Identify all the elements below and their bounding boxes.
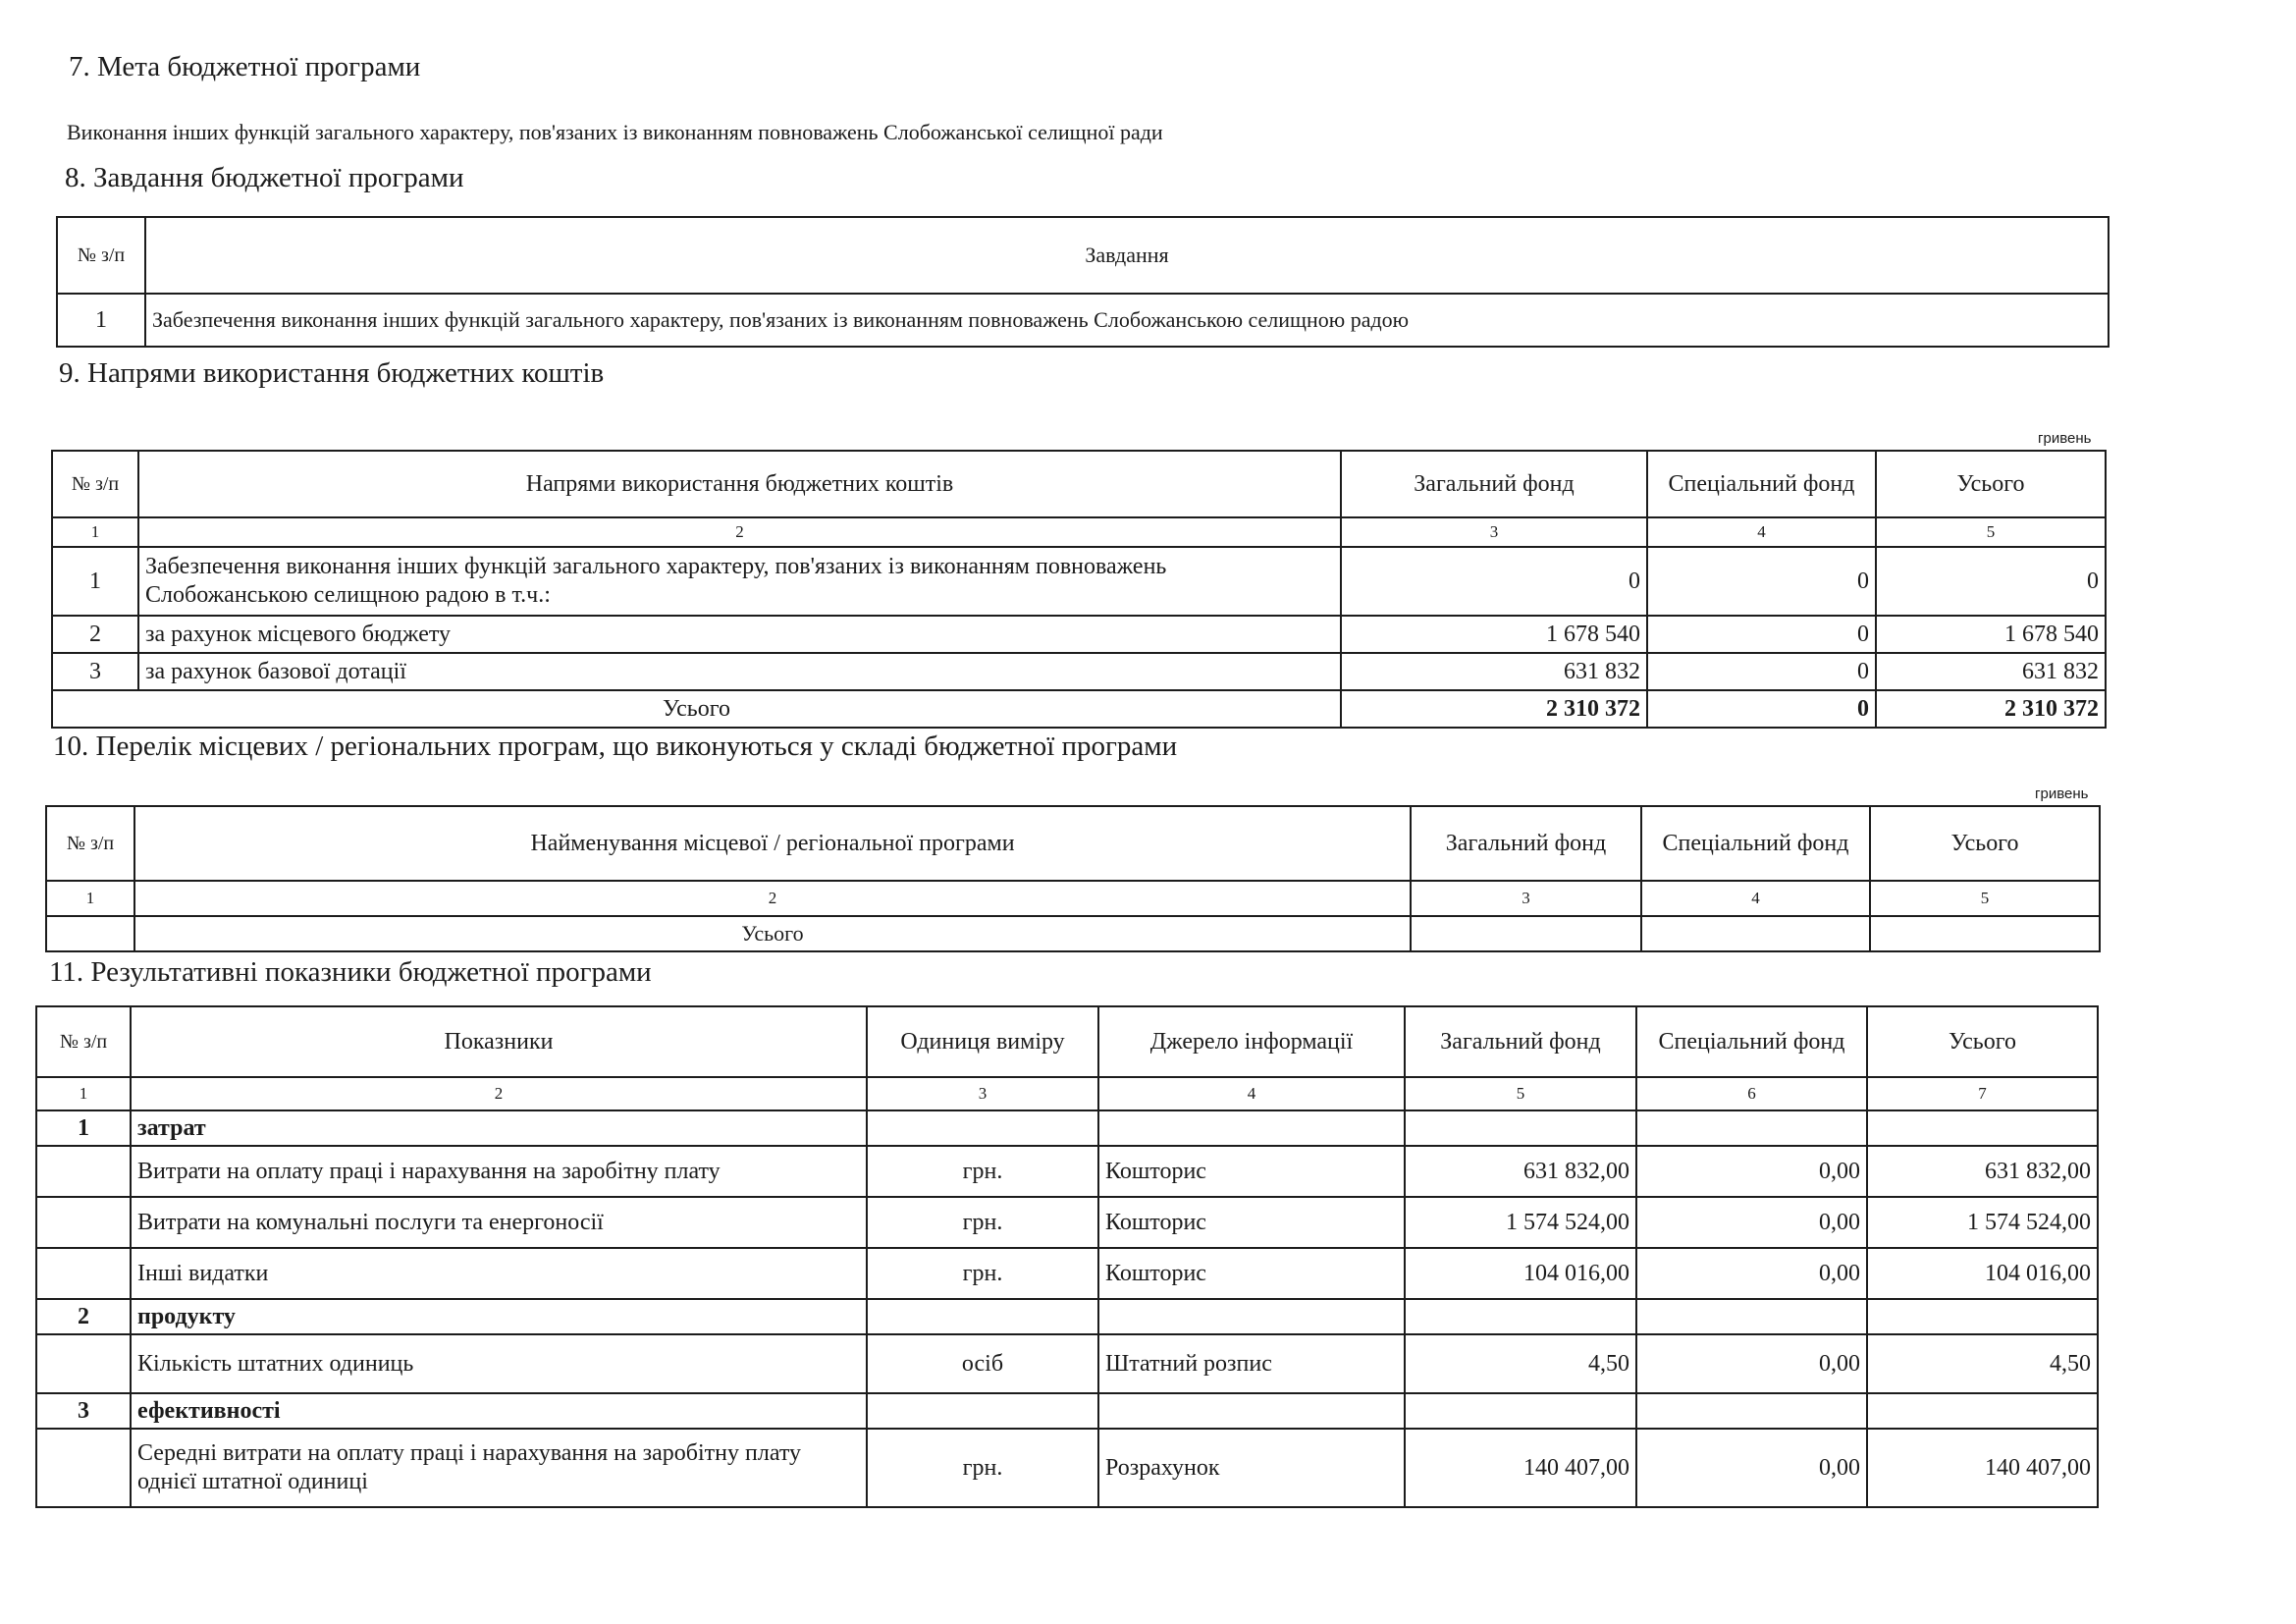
total-no-cell <box>46 916 134 951</box>
total-general-fund <box>1411 916 1641 951</box>
total-label: Усього <box>52 690 1341 728</box>
row-total: 140 407,00 <box>1867 1429 2098 1507</box>
table-row <box>36 1146 2098 1197</box>
row-total: 104 016,00 <box>1867 1248 2098 1299</box>
col-number: 3 <box>867 1077 1098 1110</box>
col-header-no: № з/п <box>46 806 134 881</box>
col-number: 5 <box>1870 881 2100 916</box>
row-special-fund: 0,00 <box>1636 1248 1867 1299</box>
col-header-no: № з/п <box>57 217 145 294</box>
total-total: 2 310 372 <box>1876 690 2106 728</box>
s10-currency-unit: гривень <box>2035 785 2089 802</box>
table-row <box>36 1197 2098 1248</box>
table-row <box>36 1429 2098 1507</box>
col-header-total: Усього <box>1870 806 2100 881</box>
row-no <box>36 1146 131 1197</box>
indicators-table <box>35 1005 2099 1508</box>
col-header-special-fund: Спеціальний фонд <box>1647 451 1876 517</box>
col-number: 4 <box>1647 517 1876 547</box>
section-8-heading: 8. Завдання бюджетної програми <box>65 162 464 193</box>
empty-cell <box>867 1299 1098 1334</box>
row-total: 4,50 <box>1867 1334 2098 1393</box>
column-numbers-row <box>52 517 2106 547</box>
row-indicator: Кількість штатних одиниць <box>131 1334 867 1393</box>
col-number: 7 <box>1867 1077 2098 1110</box>
empty-cell <box>1867 1110 2098 1146</box>
col-number: 6 <box>1636 1077 1867 1110</box>
col-number: 5 <box>1405 1077 1636 1110</box>
row-special-fund: 0,00 <box>1636 1429 1867 1507</box>
total-special-fund: 0 <box>1647 690 1876 728</box>
total-label: Усього <box>134 916 1411 951</box>
row-no <box>36 1248 131 1299</box>
section-10-heading: 10. Перелік місцевих / регіональних програм, що виконуються у складі бюджетної програми <box>53 731 1178 762</box>
group-name: продукту <box>131 1299 867 1334</box>
row-general-fund: 4,50 <box>1405 1334 1636 1393</box>
row-no: 2 <box>52 616 138 653</box>
row-general-fund: 0 <box>1341 547 1647 616</box>
col-header-task: Завдання <box>145 217 2109 294</box>
programs-table <box>45 805 2101 952</box>
section-9-heading: 9. Напрями використання бюджетних коштів <box>59 357 605 389</box>
row-general-fund: 631 832,00 <box>1405 1146 1636 1197</box>
group-no: 3 <box>36 1393 131 1429</box>
empty-cell <box>1098 1393 1405 1429</box>
row-total: 0 <box>1876 547 2106 616</box>
row-special-fund: 0 <box>1647 616 1876 653</box>
directions-header-row <box>52 451 2106 517</box>
col-number: 4 <box>1641 881 1870 916</box>
total-special-fund <box>1641 916 1870 951</box>
total-total <box>1870 916 2100 951</box>
row-unit: грн. <box>867 1429 1098 1507</box>
row-special-fund: 0,00 <box>1636 1146 1867 1197</box>
row-unit: грн. <box>867 1248 1098 1299</box>
table-row <box>52 653 2106 690</box>
row-no <box>36 1197 131 1248</box>
row-total: 631 832,00 <box>1867 1146 2098 1197</box>
row-source: Кошторис <box>1098 1146 1405 1197</box>
directions-table <box>51 450 2107 729</box>
s9-currency-unit: гривень <box>2038 430 2092 447</box>
group-name: ефективності <box>131 1393 867 1429</box>
row-no: 1 <box>57 294 145 347</box>
row-unit: грн. <box>867 1197 1098 1248</box>
table-row <box>57 294 2109 347</box>
empty-cell <box>1098 1299 1405 1334</box>
group-no: 1 <box>36 1110 131 1146</box>
col-header-total: Усього <box>1867 1006 2098 1077</box>
column-numbers-row <box>36 1077 2098 1110</box>
column-numbers-row <box>46 881 2100 916</box>
table-row <box>36 1248 2098 1299</box>
col-number: 3 <box>1411 881 1641 916</box>
row-general-fund: 1 574 524,00 <box>1405 1197 1636 1248</box>
row-special-fund: 0,00 <box>1636 1334 1867 1393</box>
section-7-heading: 7. Мета бюджетної програми <box>69 51 421 82</box>
row-direction: за рахунок місцевого бюджету <box>138 616 1341 653</box>
col-header-general-fund: Загальний фонд <box>1341 451 1647 517</box>
indicators-header-row <box>36 1006 2098 1077</box>
row-source: Кошторис <box>1098 1197 1405 1248</box>
row-source: Кошторис <box>1098 1248 1405 1299</box>
col-number: 4 <box>1098 1077 1405 1110</box>
row-no: 3 <box>52 653 138 690</box>
row-indicator: Витрати на оплату праці і нарахування на заробітну плату <box>131 1146 867 1197</box>
row-special-fund: 0,00 <box>1636 1197 1867 1248</box>
col-number: 2 <box>131 1077 867 1110</box>
empty-cell <box>867 1110 1098 1146</box>
col-header-total: Усього <box>1876 451 2106 517</box>
col-header-no: № з/п <box>36 1006 131 1077</box>
empty-cell <box>1405 1110 1636 1146</box>
row-no: 1 <box>52 547 138 616</box>
row-indicator: Середні витрати на оплату праці і нарахування на заробітну плату однієї штатної одиниці <box>131 1429 867 1507</box>
row-direction: Забезпечення виконання інших функцій загального характеру, пов'язаних із виконанням повноважень Слобожанською селищною радою в т.ч.: <box>138 547 1341 616</box>
row-special-fund: 0 <box>1647 547 1876 616</box>
row-indicator: Витрати на комунальні послуги та енергоносії <box>131 1197 867 1248</box>
row-general-fund: 140 407,00 <box>1405 1429 1636 1507</box>
col-header-special-fund: Спеціальний фонд <box>1641 806 1870 881</box>
row-task: Забезпечення виконання інших функцій загального характеру, пов'язаних із виконанням повноважень Слобожанською селищною радою <box>145 294 2109 347</box>
row-special-fund: 0 <box>1647 653 1876 690</box>
empty-cell <box>1636 1393 1867 1429</box>
programs-header-row <box>46 806 2100 881</box>
col-number: 5 <box>1876 517 2106 547</box>
col-header-special-fund: Спеціальний фонд <box>1636 1006 1867 1077</box>
table-row <box>52 616 2106 653</box>
col-header-no: № з/п <box>52 451 138 517</box>
row-general-fund: 104 016,00 <box>1405 1248 1636 1299</box>
section-11-heading: 11. Результативні показники бюджетної програми <box>49 956 652 988</box>
col-number: 3 <box>1341 517 1647 547</box>
row-source: Розрахунок <box>1098 1429 1405 1507</box>
col-header-program-name: Найменування місцевої / регіональної програми <box>134 806 1411 881</box>
col-number: 2 <box>134 881 1411 916</box>
total-row <box>52 690 2106 728</box>
col-header-direction: Напрями використання бюджетних коштів <box>138 451 1341 517</box>
empty-cell <box>1867 1393 2098 1429</box>
group-name: затрат <box>131 1110 867 1146</box>
row-total: 1 574 524,00 <box>1867 1197 2098 1248</box>
empty-cell <box>1636 1110 1867 1146</box>
empty-cell <box>1405 1393 1636 1429</box>
group-row <box>36 1110 2098 1146</box>
row-no <box>36 1429 131 1507</box>
table-row <box>52 547 2106 616</box>
empty-cell <box>1098 1110 1405 1146</box>
section-7-text: Виконання інших функцій загального характеру, пов'язаних із виконанням повноважень Слобожанської селищної ради <box>67 120 1163 144</box>
group-row <box>36 1393 2098 1429</box>
row-source: Штатний розпис <box>1098 1334 1405 1393</box>
col-header-unit: Одиниця виміру <box>867 1006 1098 1077</box>
total-row <box>46 916 2100 951</box>
col-number: 2 <box>138 517 1341 547</box>
col-number: 1 <box>52 517 138 547</box>
row-general-fund: 631 832 <box>1341 653 1647 690</box>
empty-cell <box>1636 1299 1867 1334</box>
col-header-general-fund: Загальний фонд <box>1405 1006 1636 1077</box>
row-total: 1 678 540 <box>1876 616 2106 653</box>
col-header-indicator: Показники <box>131 1006 867 1077</box>
row-direction: за рахунок базової дотації <box>138 653 1341 690</box>
empty-cell <box>1405 1299 1636 1334</box>
row-no <box>36 1334 131 1393</box>
empty-cell <box>867 1393 1098 1429</box>
col-number: 1 <box>36 1077 131 1110</box>
total-general-fund: 2 310 372 <box>1341 690 1647 728</box>
empty-cell <box>1867 1299 2098 1334</box>
row-total: 631 832 <box>1876 653 2106 690</box>
group-row <box>36 1299 2098 1334</box>
tasks-header-row <box>57 217 2109 294</box>
col-number: 1 <box>46 881 134 916</box>
col-header-source: Джерело інформації <box>1098 1006 1405 1077</box>
tasks-table <box>56 216 2109 348</box>
row-unit: осіб <box>867 1334 1098 1393</box>
group-no: 2 <box>36 1299 131 1334</box>
table-row <box>36 1334 2098 1393</box>
row-general-fund: 1 678 540 <box>1341 616 1647 653</box>
row-unit: грн. <box>867 1146 1098 1197</box>
row-indicator: Інші видатки <box>131 1248 867 1299</box>
col-header-general-fund: Загальний фонд <box>1411 806 1641 881</box>
